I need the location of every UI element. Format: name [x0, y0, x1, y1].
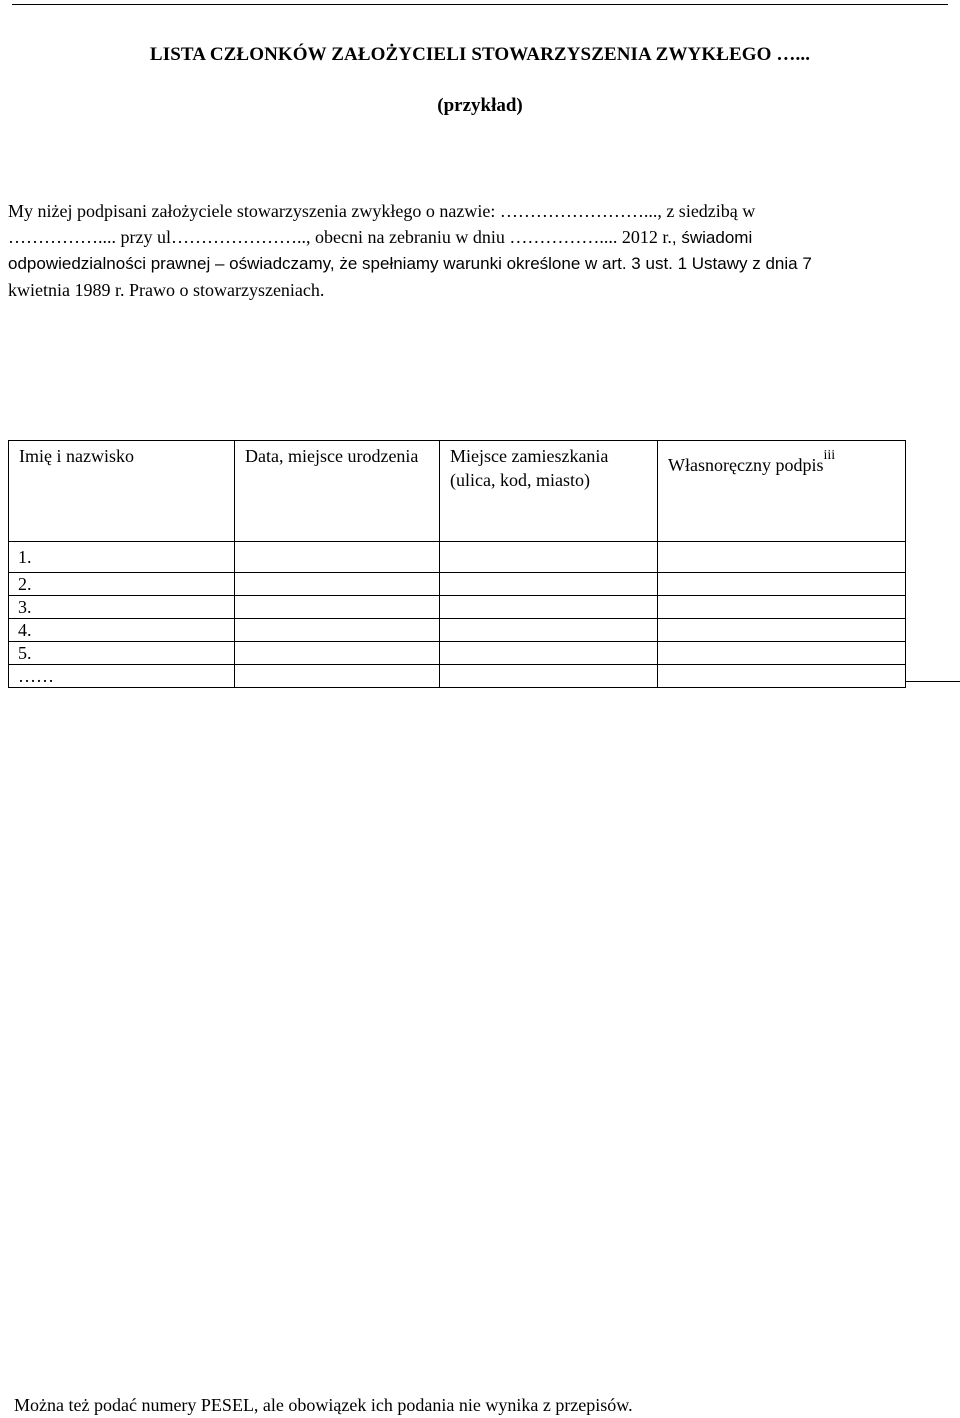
- row-number: ……: [9, 665, 235, 688]
- table-bottom-extension-line: [905, 681, 960, 682]
- header-name: Imię i nazwisko: [9, 441, 235, 542]
- document-title: LISTA CZŁONKÓW ZAŁOŻYCIELI STOWARZYSZENIA ZWYKŁEGO …...: [149, 44, 811, 65]
- birth-cell[interactable]: [235, 573, 440, 596]
- row-number: 5.: [9, 642, 235, 665]
- birth-cell[interactable]: [235, 619, 440, 642]
- row-number: 3.: [9, 596, 235, 619]
- table-row: [9, 619, 906, 642]
- table-row: [9, 665, 906, 688]
- birth-cell[interactable]: [235, 542, 440, 573]
- birth-cell[interactable]: [235, 642, 440, 665]
- document-subtitle: (przykład): [437, 95, 523, 116]
- birth-cell[interactable]: [235, 665, 440, 688]
- row-number: 2.: [9, 573, 235, 596]
- residence-cell[interactable]: [440, 542, 658, 573]
- row-number: 4.: [9, 619, 235, 642]
- residence-cell[interactable]: [440, 665, 658, 688]
- header-signature: [658, 441, 906, 542]
- birth-cell[interactable]: [235, 596, 440, 619]
- row-number: 1.: [9, 542, 235, 573]
- table-row: [9, 596, 906, 619]
- signature-cell[interactable]: [658, 542, 906, 573]
- intro-line-1: My niżej podpisani założyciele stowarzyszenia zwykłego o nazwie: ……………………..., z siedzibą w: [8, 201, 756, 221]
- signature-cell[interactable]: [658, 573, 906, 596]
- footnote-text: Można też podać numery PESEL, ale obowiązek ich podania nie wynika z przepisów.: [14, 1395, 633, 1415]
- signature-cell[interactable]: [658, 665, 906, 688]
- intro-line-2-text: …………….... przy ul………………….., obecni na zebraniu w dniu …………….... 2012 r.: [8, 227, 672, 247]
- residence-cell[interactable]: [440, 573, 658, 596]
- residence-cell[interactable]: [440, 619, 658, 642]
- table-row: [9, 542, 906, 573]
- table-row: [9, 642, 906, 665]
- top-border-line: [12, 4, 948, 5]
- intro-line-2-tail: , świadomi: [671, 228, 753, 247]
- signature-cell[interactable]: [658, 619, 906, 642]
- header-residence: Miejsce zamieszkania (ulica, kod, miasto): [440, 441, 658, 542]
- header-signature-label: Własnoręczny podpis: [668, 455, 824, 475]
- intro-line-4: kwietnia 1989 r. Prawo o stowarzyszeniach.: [8, 280, 325, 300]
- intro-line-3: odpowiedzialności prawnej – oświadczamy, że spełniamy warunki określone w art. 3 ust. 1 Ustawy z dnia 7: [8, 254, 812, 273]
- signature-cell[interactable]: [658, 642, 906, 665]
- signature-cell[interactable]: [658, 596, 906, 619]
- footnote-mark: iii: [823, 448, 836, 463]
- header-birth: Data, miejsce urodzenia: [235, 441, 440, 542]
- intro-line-2: [8, 224, 953, 251]
- founders-table: [8, 440, 906, 688]
- table-header-row: [9, 441, 906, 542]
- intro-paragraph: [8, 198, 953, 303]
- table-row: [9, 573, 906, 596]
- residence-cell[interactable]: [440, 642, 658, 665]
- residence-cell[interactable]: [440, 596, 658, 619]
